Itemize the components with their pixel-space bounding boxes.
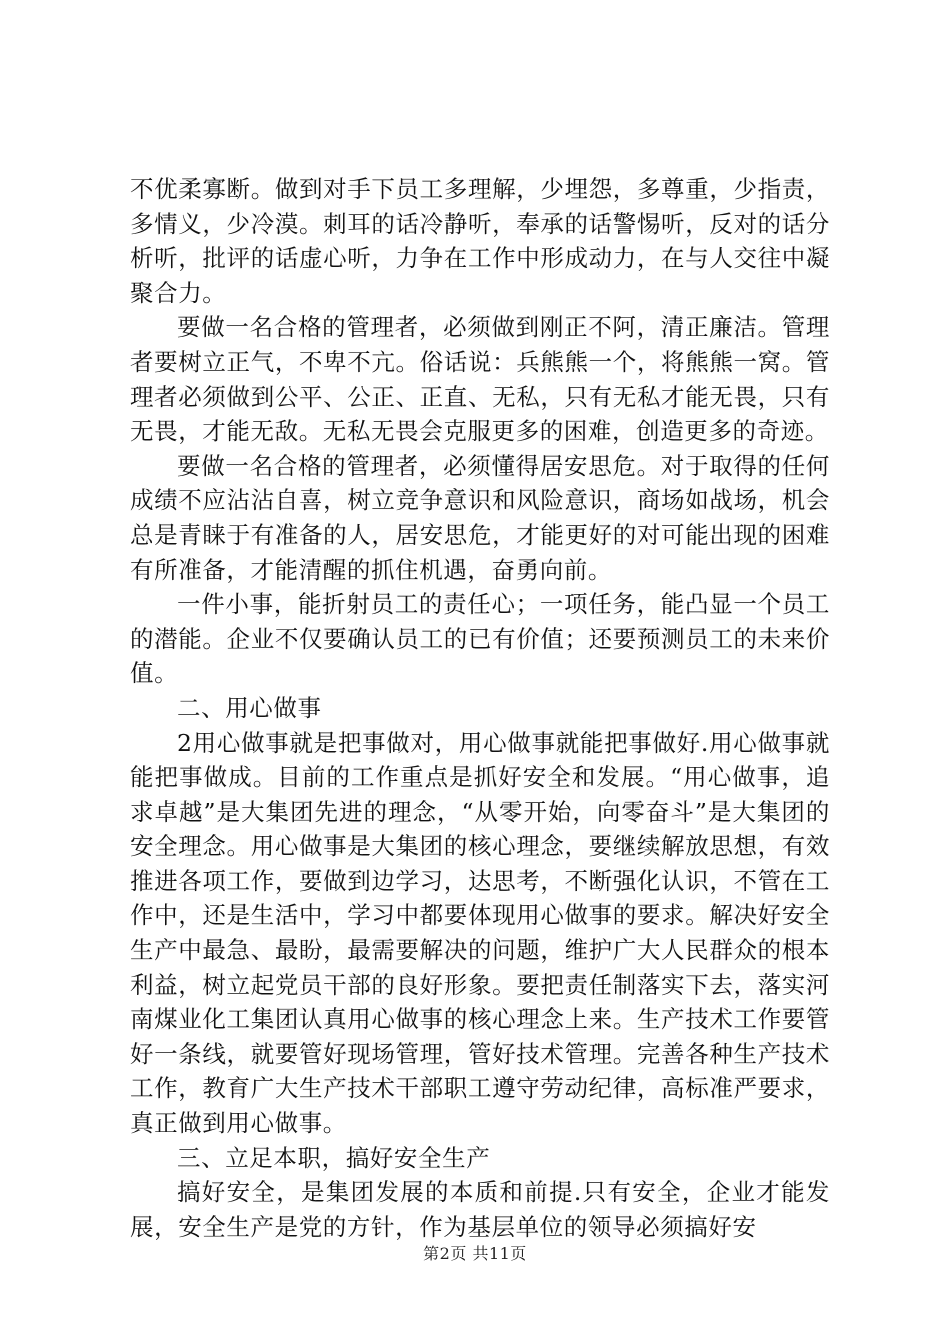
paragraph-5: 2用心做事就是把事做对，用心做事就能把事做好.用心做事就能把事做成。目前的工作重点是抓好安全和发展。“用心做事，追求卓越”是大集团先进的理念，“从零开始，向零奋斗”是大集团的安全理念。用心做事是大集团的核心理念，要继续解放思想，有效推进各项工作，要做到边学习，达思考，不断强化认识，不管在工作中，还是生活中，学习中都要体现用心做事的要求。解决好安全生产中最急、最盼，最需要解决的问题，维护广大人民群众的根本利益，树立起党员干部的良好形象。要把责任制落实下去，落实河南煤业化工集团认真用心做事的核心理念上来。生产技术工作要管好一条线，就要管好现场管理，管好技术管理。完善各种生产技术工作，教育广大生产技术干部职工遵守劳动纪律，高标准严要求，真正做到用心做事。 bbox=[130, 728, 830, 1138]
section-heading-2: 二、用心做事 bbox=[177, 693, 322, 722]
paragraph-1: 不优柔寡断。做到对手下员工多理解，少埋怨，多尊重，少指责，多情义，少冷漠。刺耳的话冷静听，奉承的话警惕听，反对的话分析听，批评的话虚心听，力争在工作中形成动力，在与人交往中凝聚合力。 bbox=[130, 175, 830, 307]
paragraph-4: 一件小事，能折射员工的责任心；一项任务，能凸显一个员工的潜能。企业不仅要确认员工的已有价值；还要预测员工的未来价值。 bbox=[130, 590, 830, 688]
document-body bbox=[130, 172, 830, 1244]
page-number-footer: 第2页 共11页 bbox=[423, 1244, 527, 1263]
paragraph-3: 要做一名合格的管理者，必须懂得居安思危。对于取得的任何成绩不应沾沾自喜，树立竞争意识和风险意识，商场如战场，机会总是青睐于有准备的人，居安思危，才能更好的对可能出现的困难有所准备，才能清醒的抓住机遇，奋勇向前。 bbox=[130, 451, 830, 584]
paragraph-6: 搞好安全，是集团发展的本质和前提.只有安全，企业才能发展，安全生产是党的方针，作为基层单位的领导必须搞好安 bbox=[130, 1178, 830, 1241]
section-heading-3: 三、立足本职，搞好安全生产 bbox=[177, 1143, 491, 1172]
paragraph-2: 要做一名合格的管理者，必须做到刚正不阿，清正廉洁。管理者要树立正气，不卑不亢。俗话说：兵熊熊一个，将熊熊一窝。管理者必须做到公平、公正、正直、无私，只有无私才能无畏，只有无畏，才能无敌。无私无畏会克服更多的困难，创造更多的奇迹。 bbox=[130, 313, 830, 446]
